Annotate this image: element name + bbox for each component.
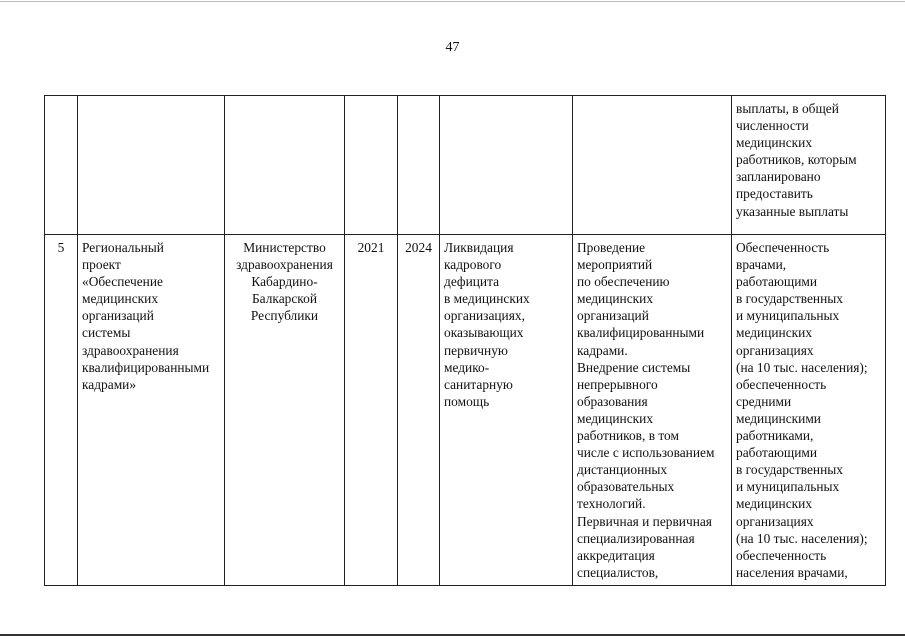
- executor-text: [229, 239, 340, 324]
- text-line: образовательных: [577, 479, 675, 495]
- text-line: медицинских: [736, 325, 813, 341]
- text-line: медицинских: [577, 291, 654, 307]
- text-line: Обеспеченность: [736, 240, 830, 255]
- cell-executor: [225, 96, 345, 235]
- text-line: первичную: [444, 342, 508, 358]
- text-line: медико-: [444, 359, 490, 375]
- text-line: запланировано: [736, 169, 821, 185]
- text-line: медицинских: [82, 291, 159, 307]
- cell-goal: [440, 96, 573, 235]
- text-line: квалифицированными: [82, 359, 210, 375]
- text-line: Региональный: [82, 240, 164, 255]
- text-line: технологий.: [577, 496, 646, 512]
- text-line: медицинских: [577, 410, 654, 426]
- text-line: здравоохранения: [236, 257, 333, 273]
- text-line: (на 10 тыс. населения);: [736, 359, 868, 375]
- text-line: санитарную: [444, 376, 513, 392]
- scan-top-edge: [0, 1, 905, 2]
- text-line: Балкарской: [251, 291, 317, 307]
- scan-bottom-edge: [0, 634, 905, 636]
- text-line: непрерывного: [577, 376, 658, 392]
- text-line: дистанционных: [577, 462, 668, 478]
- cell-project: [78, 96, 225, 235]
- text-line: обеспеченность: [736, 376, 827, 392]
- table-row-continuation: [45, 96, 886, 235]
- text-line: медицинских: [736, 135, 813, 151]
- table-row: [45, 235, 886, 586]
- text-line: работающими: [736, 274, 818, 290]
- indicators-text: [736, 239, 881, 581]
- text-line: Республики: [250, 308, 319, 324]
- indicators: [732, 235, 886, 586]
- text-line: населения врачами,: [736, 564, 848, 580]
- text-line: Министерство: [243, 240, 326, 255]
- text-line: кадрового: [444, 257, 502, 273]
- text-line: квалифицированными: [577, 325, 705, 341]
- text-line: по обеспечению: [577, 274, 670, 290]
- indicators-continuation-text: [736, 100, 881, 220]
- text-line: обеспеченность: [736, 547, 827, 563]
- text-line: числе с использованием: [577, 445, 715, 461]
- text-line: в медицинских: [444, 291, 530, 307]
- text-line: системы: [82, 325, 131, 341]
- text-line: Кабардино-: [251, 274, 318, 290]
- text-line: дефицита: [444, 274, 500, 290]
- text-line: (на 10 тыс. населения);: [736, 530, 868, 546]
- text-line: кадрами»: [82, 376, 137, 392]
- text-line: организаций: [82, 308, 154, 324]
- text-line: здравоохранения: [82, 342, 179, 358]
- text-line: специалистов,: [577, 564, 659, 580]
- text-line: образования: [577, 393, 648, 409]
- goal: [440, 235, 573, 586]
- project-name-text: [82, 239, 220, 393]
- text-line: организациях: [736, 513, 814, 529]
- cell-indicators: [732, 96, 886, 235]
- text-line: предоставить: [736, 186, 813, 202]
- text-line: аккредитация: [577, 547, 655, 563]
- text-line: медицинскими: [736, 410, 821, 426]
- text-line: средними: [736, 393, 792, 409]
- text-line: указанные выплаты: [736, 203, 849, 219]
- text-line: специализированная: [577, 530, 695, 546]
- row-number: 5: [45, 235, 78, 586]
- executor: [225, 235, 345, 586]
- text-line: работников, в том: [577, 428, 679, 444]
- text-line: проект: [82, 257, 121, 273]
- text-line: Проведение: [577, 240, 646, 255]
- text-line: помощь: [444, 393, 490, 409]
- text-line: работающими: [736, 445, 818, 461]
- page-number: 47: [445, 40, 460, 55]
- program-table: [44, 95, 886, 586]
- cell-activities: [573, 96, 732, 235]
- text-line: «Обеспечение: [82, 274, 163, 290]
- text-line: в государственных: [736, 462, 843, 478]
- activities: [573, 235, 732, 586]
- project-name: [78, 235, 225, 586]
- cell-number: [45, 96, 78, 235]
- text-line: численности: [736, 118, 809, 134]
- text-line: оказывающих: [444, 325, 524, 341]
- text-line: в государственных: [736, 291, 843, 307]
- text-line: организаций: [577, 308, 649, 324]
- text-line: врачами,: [736, 257, 787, 273]
- text-line: организациях: [736, 342, 814, 358]
- text-line: медицинских: [736, 496, 813, 512]
- text-line: и муниципальных: [736, 479, 840, 495]
- activities-text: [577, 239, 727, 581]
- text-line: работниками,: [736, 428, 814, 444]
- text-line: Ликвидация: [444, 240, 514, 255]
- end-year: 2024: [398, 235, 440, 586]
- start-year: 2021: [345, 235, 398, 586]
- cell-end-year: [398, 96, 440, 235]
- text-line: Первичная и первичная: [577, 513, 712, 529]
- goal-text: [444, 239, 568, 410]
- cell-start-year: [345, 96, 398, 235]
- text-line: работников, которым: [736, 152, 857, 168]
- text-line: Внедрение системы: [577, 359, 691, 375]
- text-line: мероприятий: [577, 257, 653, 273]
- text-line: выплаты, в общей: [736, 101, 839, 116]
- text-line: и муниципальных: [736, 308, 840, 324]
- text-line: кадрами.: [577, 342, 628, 358]
- text-line: организациях,: [444, 308, 525, 324]
